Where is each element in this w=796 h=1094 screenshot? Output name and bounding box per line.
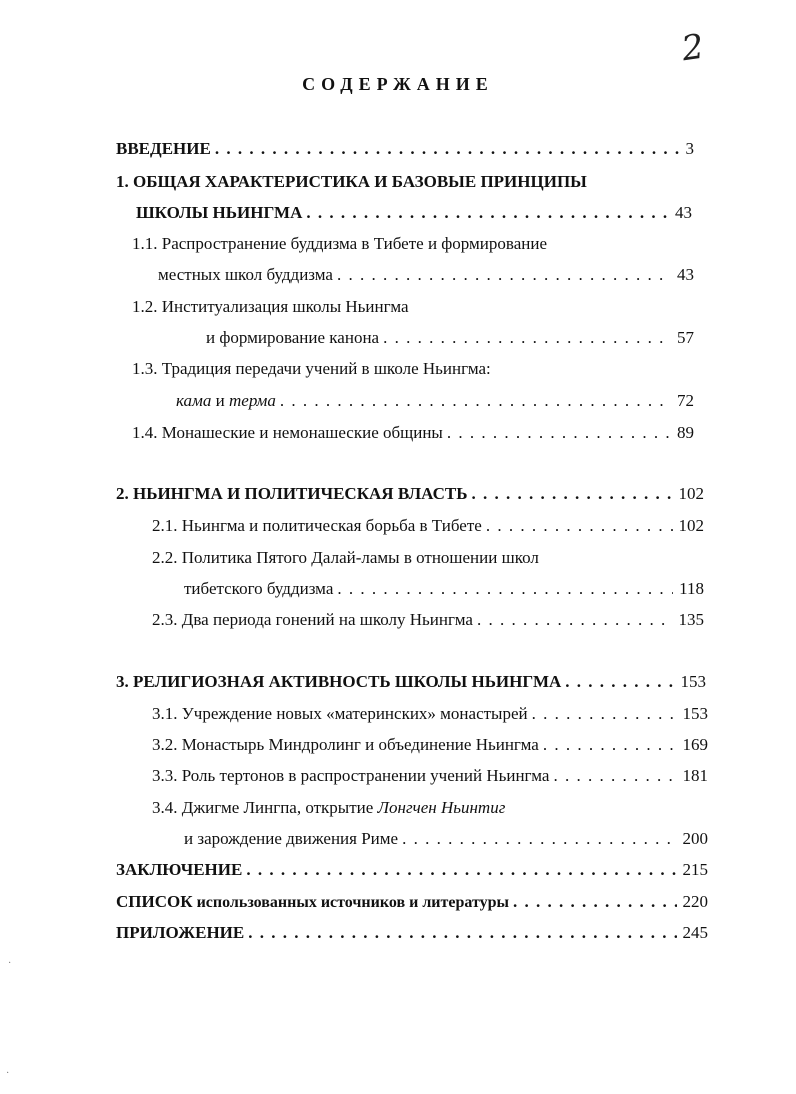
- toc-chapter-1[interactable]: [136, 202, 692, 224]
- leader-dots: [276, 390, 671, 412]
- toc-section-1-4[interactable]: [132, 422, 694, 444]
- leader-dots: [539, 734, 677, 756]
- toc-section-1-3-title[interactable]: 1.3. Традиция передачи учений в школе Ньингма:: [132, 359, 491, 378]
- toc-page-number: 200: [682, 829, 708, 848]
- toc-entry-label: ПРИЛОЖЕНИЕ: [116, 923, 245, 942]
- leader-dots: [333, 578, 673, 600]
- leader-dots: [467, 483, 672, 505]
- leader-dots: [473, 609, 673, 631]
- toc-page-number: 43: [675, 203, 692, 222]
- toc-entry-label: 3. РЕЛИГИОЗНАЯ АКТИВНОСТЬ ШКОЛЫ НЬИНГМА: [116, 672, 562, 691]
- leader-dots: [482, 515, 673, 537]
- toc-entry-label: 3.4. Джигме Лингпа, открытие: [152, 798, 378, 817]
- toc-entry-conclusion[interactable]: [116, 859, 708, 881]
- toc-page-number: 245: [682, 923, 708, 942]
- toc-entry-label: 3.3. Роль тертонов в распространении учений Ньингма: [152, 766, 550, 785]
- toc-section-1-2-title[interactable]: 1.2. Институализация школы Ньингма: [132, 297, 409, 316]
- term-terma: терма: [229, 391, 276, 410]
- toc-section-2-2-title[interactable]: 2.2. Политика Пятого Далай-ламы в отношении школ: [152, 548, 539, 567]
- scan-speck: ·: [8, 958, 12, 969]
- leader-dots: [302, 202, 669, 224]
- leader-dots: [211, 138, 680, 160]
- leader-dots: [398, 828, 676, 850]
- toc-entry-label: местных школ буддизма: [158, 265, 333, 284]
- toc-page-number: 43: [677, 265, 694, 284]
- toc-page-number: 181: [682, 766, 708, 785]
- toc-page-number: 169: [682, 735, 708, 754]
- toc-entry-introduction[interactable]: [116, 138, 694, 160]
- toc-section-3-2[interactable]: [152, 734, 708, 756]
- toc-entry-label: ВВЕДЕНИЕ: [116, 139, 211, 158]
- toc-entry-label: 2.1. Ньингма и политическая борьба в Тибете: [152, 516, 482, 535]
- toc-entry-label: 3.1. Учреждение новых «материнских» монастырей: [152, 704, 528, 723]
- term-longchen-nyingtig: Лонгчен Ньинтиг: [377, 798, 506, 817]
- toc-chapter-1-title[interactable]: 1. ОБЩАЯ ХАРАКТЕРИСТИКА И БАЗОВЫЕ ПРИНЦИПЫ: [116, 172, 587, 191]
- toc-section-1-1[interactable]: [158, 264, 694, 286]
- leader-dots: [242, 859, 676, 881]
- toc-page-number: 215: [682, 860, 708, 879]
- toc-page-number: 72: [677, 391, 694, 410]
- toc-entry-bibliography[interactable]: [116, 891, 708, 914]
- toc-entry-label: ЗАКЛЮЧЕНИЕ: [116, 860, 243, 879]
- toc-section-3-3[interactable]: [152, 765, 708, 787]
- toc-section-1-2[interactable]: [206, 327, 694, 349]
- toc-page-number: 102: [678, 516, 704, 535]
- leader-dots: [549, 765, 676, 787]
- toc-page-number: 57: [677, 328, 694, 347]
- toc-entry-label: ШКОЛЫ НЬИНГМА: [136, 203, 303, 222]
- toc-entry-label: 2. НЬИНГМА И ПОЛИТИЧЕСКАЯ ВЛАСТЬ: [116, 484, 468, 503]
- term-kama: кама: [176, 391, 212, 410]
- toc-entry-label: [176, 390, 276, 412]
- scan-speck: ·: [6, 1068, 10, 1079]
- leader-dots: [528, 703, 677, 725]
- toc-section-1-1-title[interactable]: 1.1. Распространение буддизма в Тибете и формирование: [132, 234, 547, 253]
- toc-entry-label: тибетского буддизма: [184, 579, 334, 598]
- handwritten-page-number: 2: [679, 26, 707, 70]
- leader-dots: [244, 922, 676, 944]
- toc-section-3-4-title[interactable]: [152, 797, 505, 819]
- bibliography-keyword: СПИСОК: [116, 892, 193, 911]
- toc-chapter-2[interactable]: [116, 483, 704, 505]
- toc-section-3-1[interactable]: [152, 703, 708, 725]
- leader-dots: [379, 327, 671, 349]
- toc-section-2-2[interactable]: [184, 578, 704, 600]
- conjunction: и: [211, 391, 229, 410]
- toc-section-3-4[interactable]: [184, 828, 708, 850]
- toc-section-2-3[interactable]: [152, 609, 704, 631]
- leader-dots: [509, 891, 677, 913]
- toc-entry-label: 3.2. Монастырь Миндролинг и объединение Ньингма: [152, 735, 539, 754]
- leader-dots: [561, 671, 674, 693]
- toc-page-number: 3: [685, 139, 694, 158]
- toc-page-number: 102: [678, 484, 704, 503]
- toc-entry-label: и зарождение движения Риме: [184, 829, 399, 848]
- toc-section-2-1[interactable]: [152, 515, 704, 537]
- toc-page-number: 135: [678, 610, 704, 629]
- toc-page-number: 118: [679, 579, 704, 598]
- toc-entry-label: [116, 891, 509, 914]
- toc-page-number: 89: [677, 423, 694, 442]
- toc-page-number: 220: [682, 892, 708, 911]
- toc-entry-label: 1.4. Монашеские и немонашеские общины: [132, 423, 443, 442]
- toc-page-number: 153: [682, 704, 708, 723]
- bibliography-rest: использованных источников и литературы: [192, 894, 509, 911]
- toc-section-1-3[interactable]: [176, 390, 694, 412]
- toc-entry-label: и формирование канона: [206, 328, 380, 347]
- leader-dots: [443, 422, 671, 444]
- toc-entry-label: 2.3. Два периода гонений на школу Ньингма: [152, 610, 473, 629]
- toc-chapter-3[interactable]: [116, 671, 706, 693]
- page-title: СОДЕРЖАНИЕ: [302, 74, 494, 94]
- toc-page-number: 153: [680, 672, 706, 691]
- leader-dots: [333, 264, 671, 286]
- toc-entry-appendix[interactable]: [116, 922, 708, 944]
